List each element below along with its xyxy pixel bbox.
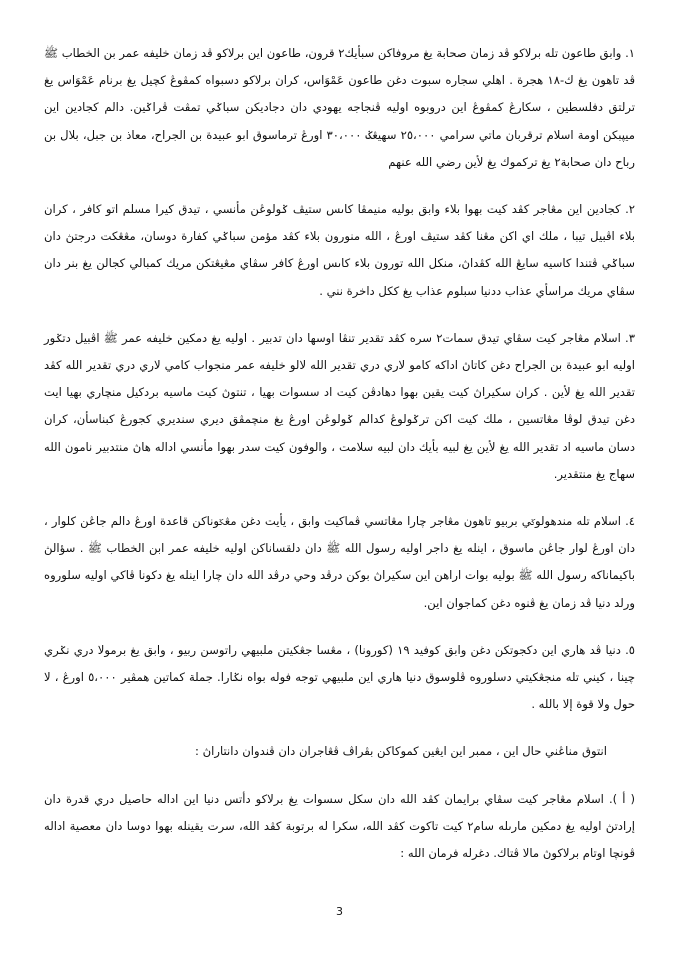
- intro-line: انتوق مناڠني حال اين ، ممبر اين ايڠين كموكاكن بڤراڤ ڤڠاجران دان ڤندوان دانتاراڽ :: [195, 744, 607, 759]
- paragraph-1: ١. وابق طاعون تله برلاكو ڤد زمان صحابة يغ مروفاكن سبأيك٢ قرون، طاعون اين برلاكو ڤد زمان خليفه عمر بن الخطاب ﷺ ڤد تاهون يغ ك-١٨ هجرة . اهلي سجاره سبوت دغن طاعون عَمْوَاس، كران برلاكو دسبواه كمڤوڠ كچيل يغ برنام عَمْوَاس يغ ترلتق دفلسطين ، سكارڠ كمڤوڠ اين دروبوه اوليه ڤنجاجه يهودي دان دجاديكن سباݢي تمڤت ڤراݢين. دالم كجادين اين ميپبكن اومة اسلام ترقربان ماتي سرامي ٢٥،٠٠٠ سهيڠݢ ٣٠،٠٠٠ اورڠ ترماسوق ابو عبيدة بن الجراح، معاذ بن جبل، بلال بن رباح دان صحابة٢ يغ تركموك يغ لأين رضي الله عنهم: [44, 46, 636, 169]
- paragraph-5: ٥. دنيا ڤد هاري اين دكجوتكن دغن وابق كوفيد ١٩ (كورونا) ، مڠسا جڠكيتن ملبيهي راتوسن ربيو ، وابق يغ برمولا دري نݢري چينا ، كيني تله منجڠكيتي دسلوروه ڤلوسوق دنيا هاري اين ملبيهي توجه فوله بواه نݢارا. جملة كماتين همڤير ٥،٠٠٠ اورڠ ، لا حول ولا قوة إلا بالله .: [44, 642, 636, 712]
- document-body: [44, 40, 635, 887]
- paragraph-2: ٢. كجادين اين مڠاجر كڤد كيت بهوا بلاء وابق بوليه منيمڤا كاٮس ستيڤ ݢولوڠن مأنسي ، تيدق كيرا مسلم اتو كافر ، كران بلاء اڤبيل تيبا ، ملك اي اكن مڠنا كڤد ستيڤ اورڠ ، الله منورون بلاء كڤد مؤمن سباݢي كفارة دوسان، مڠڠكت درجتڽ دان سباݢي ڤتندا كاسيه سايڠ الله كڤداڽ، منكل الله تورون بلاء كاٮس اورڠ كافر سڤاي مڠيڠتكن مريك كمبالي كجالن يغ بنر دان سڤاي مريك مراسأي عذاب ددنيا سبلوم عذاب يغ ككل داخرة نني .: [44, 202, 635, 298]
- paragraph-3: ٣. اسلام مڠاجر كيت سڤاي تيدق سمات٢ سره كڤد تقدير تنڤا اوسها دان تدبير . اوليه يغ دمكين خليفه عمر ﷺ اڤبيل دتݢور اوليه ابو عبيدة بن الجراح دغن كاتاڽ اداكه كامو لاري دري تقدير الله لالو خليفه عمر منجواب كامي لاري دري تقدير الله كڤد تقدير الله يغ لأين . كران سكيراڽ كيت يقين بهوا دهادڤن كيت اد سسوات بهيا ، تنتوڽ كيت ماسيه بردكيل منچاري بهيا ايت دغن تيدق لوڤا مڠاتسين ، ملك كيت اكن ترݢولوڠ كدالم ݢولوڠن اورڠ يغ منچمڤق ديري سنديري كجورڠ كبناسأن، كران دسان ماسيه اد تقدير الله يغ لأين يغ لبيه بأيك دان لبيه سلامت ، والوفون كيت سدر بهوا مأنسي اداله هاڽ منتدبير نامون الله سهاج يغ منتقدير.: [44, 330, 635, 481]
- page-number: 3: [336, 905, 343, 918]
- paragraph-4: ٤. اسلام تله مندهولوݢي بربيو تاهون مڠاجر چارا مڠاتسي ڤماكيت وابق ، يأيت دغن مڠݢوناكن قاعدة اورڠ دالم جاڠن كلوار ، دان اورڠ لوار جاڠن ماسوق ، اينله يغ داجر اوليه رسول الله ﷺ دان دلقساناكن اوليه خليفه عمر ابن الخطاب ﷺ . سؤالڽ باكيماناكه رسول الله ﷺ بوليه بوات اراهن اين سكيراڽ بوكن درڤد وحي درڤد الله دان چارا اينله يغ دكونا ڤاكي اوليه سلوروه ورلد دنيا ڤد زمان يغ ڤنوه دغن كماجوان اين.: [44, 514, 635, 610]
- paragraph-a: ( أ ). اسلام مڠاجر كيت سڤاي برايمان كڤد الله دان سکل سسوات يغ برلاكو دأتس دنيا اين اداله حاصيل دري قدرة دان إرادتڽ اوليه يغ دمكين مارىله سام٢ كيت تاكوت كڤد الله، سكرا له برتوبة كڤد الله، سرت يقينله بهوا دوسا دان معصية اداله ڤونچا اوتام برلاكوڽ مالا ڤتاك. دغرله فرمان الله :: [44, 791, 635, 861]
